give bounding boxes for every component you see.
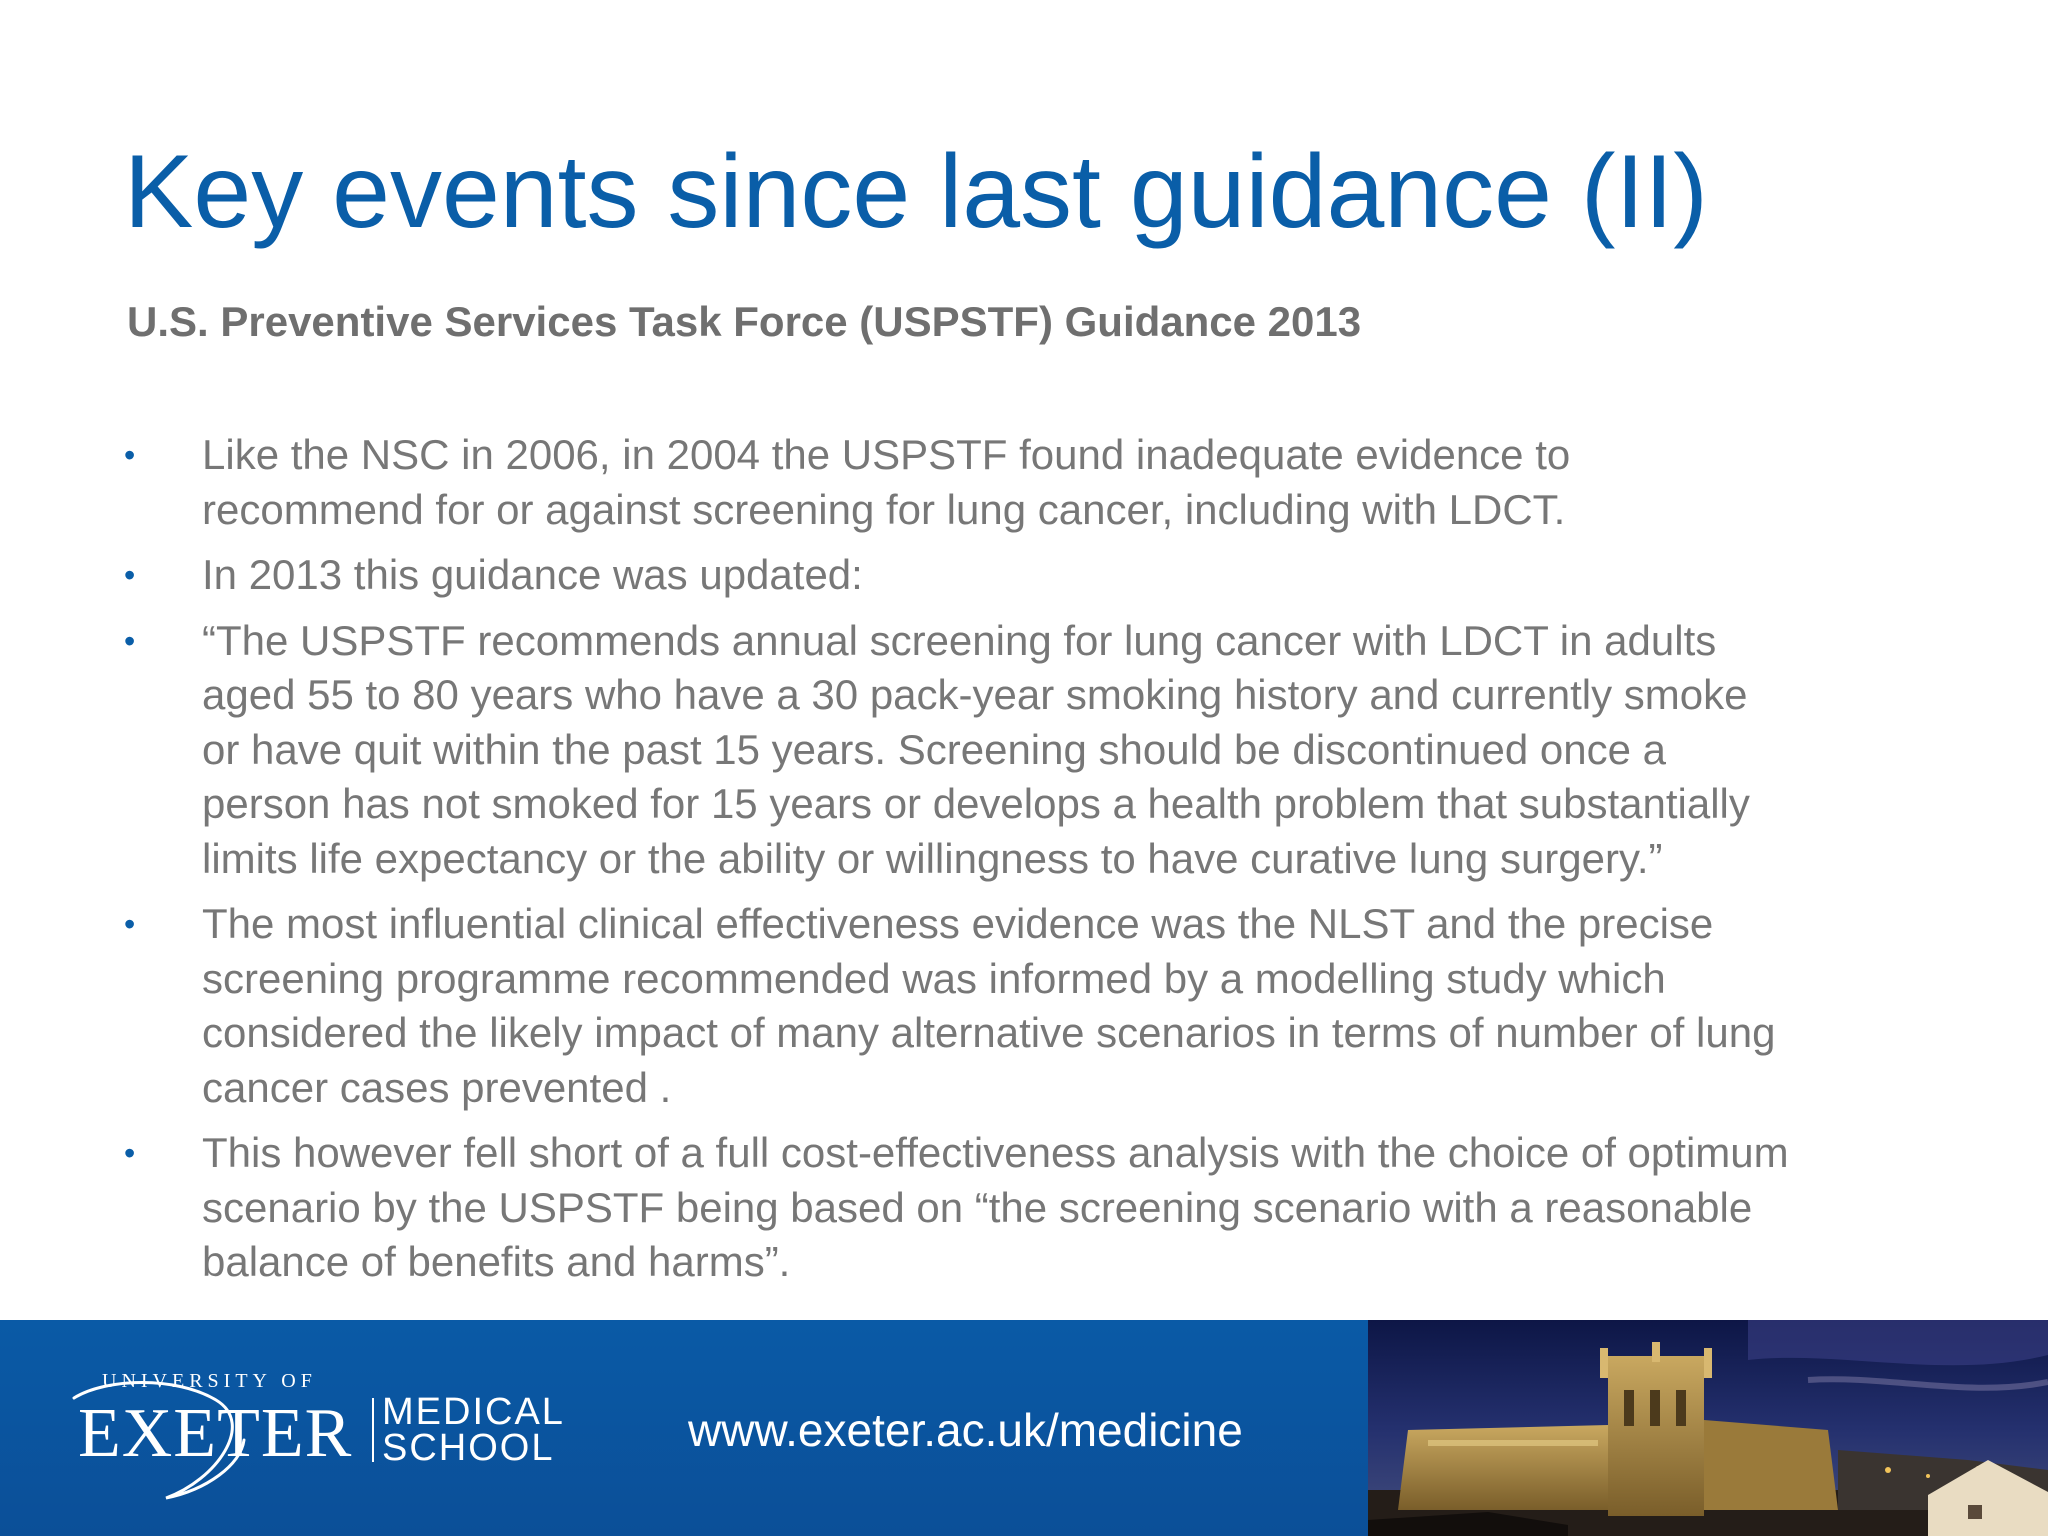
bullet-text-line: limits life expectancy or the ability or willingness to have curative lung surgery.” <box>202 834 1663 882</box>
bullet-text-line: recommend for or against screening for lung cancer, including with LDCT. <box>202 485 1566 533</box>
bullet-text-line: balance of benefits and harms”. <box>202 1238 791 1285</box>
university-logo <box>66 1370 586 1510</box>
bullet-text-line: “The USPSTF recommends annual screening for lung cancer with LDCT in adults <box>202 616 1717 664</box>
bullet-icon: • <box>124 1135 136 1171</box>
slide-title: Key events since last guidance (II) <box>124 134 1708 250</box>
bullet-text-line: or have quit within the past 15 years. Screening should be discontinued once a <box>202 725 1666 773</box>
logo-school-text: SCHOOL <box>382 1427 555 1469</box>
logo-medical-text: MEDICAL <box>382 1391 565 1433</box>
bullet-icon: • <box>124 622 136 659</box>
bullet-text-line: aged 55 to 80 years who have a 30 pack-year smoking history and currently smoke <box>202 671 1748 718</box>
bullet-text-line: The most influential clinical effectiveness evidence was the NLST and the precise <box>202 900 1714 947</box>
footer-banner <box>0 1320 2048 1536</box>
logo-medical-school <box>382 1391 565 1469</box>
bullet-text-line: This however fell short of a full cost-effectiveness analysis with the choice of optimum <box>202 1129 1789 1176</box>
slide-subtitle: U.S. Preventive Services Task Force (USPSTF) Guidance 2013 <box>127 298 1362 345</box>
bullet-text-line: scenario by the USPSTF being based on “the screening scenario with a reasonable <box>202 1183 1753 1231</box>
bullet-text-line: In 2013 this guidance was updated: <box>202 551 863 598</box>
bullet-icon: • <box>124 906 136 942</box>
bullet-item <box>124 548 2024 603</box>
bullet-text-line: person has not smoked for 15 years or develops a health problem that substantially <box>202 780 1750 827</box>
logo-university-of: UNIVERSITY OF <box>102 1370 317 1392</box>
logo-exeter: EXETER <box>78 1395 353 1472</box>
footer-url-link[interactable]: www.exeter.ac.uk/medicine <box>688 1404 1243 1456</box>
bullet-icon: • <box>124 557 136 593</box>
bullet-item <box>124 1126 2024 1290</box>
bullet-text-line: screening programme recommended was informed by a modelling study which <box>202 954 1666 1002</box>
bullet-icon: • <box>124 437 136 473</box>
bullet-list <box>124 428 2024 1301</box>
bullet-text-line: Like the NSC in 2006, in 2004 the USPSTF found inadequate evidence to <box>202 431 1571 478</box>
cathedral-photo <box>1368 1320 2048 1536</box>
bullet-item <box>124 614 2024 887</box>
bullet-item <box>124 428 2024 537</box>
bullet-item <box>124 897 2024 1115</box>
logo-divider <box>372 1398 374 1462</box>
bullet-text-line: considered the likely impact of many alternative scenarios in terms of number of lung <box>202 1009 1776 1056</box>
bullet-text-line: cancer cases prevented . <box>202 1063 672 1111</box>
